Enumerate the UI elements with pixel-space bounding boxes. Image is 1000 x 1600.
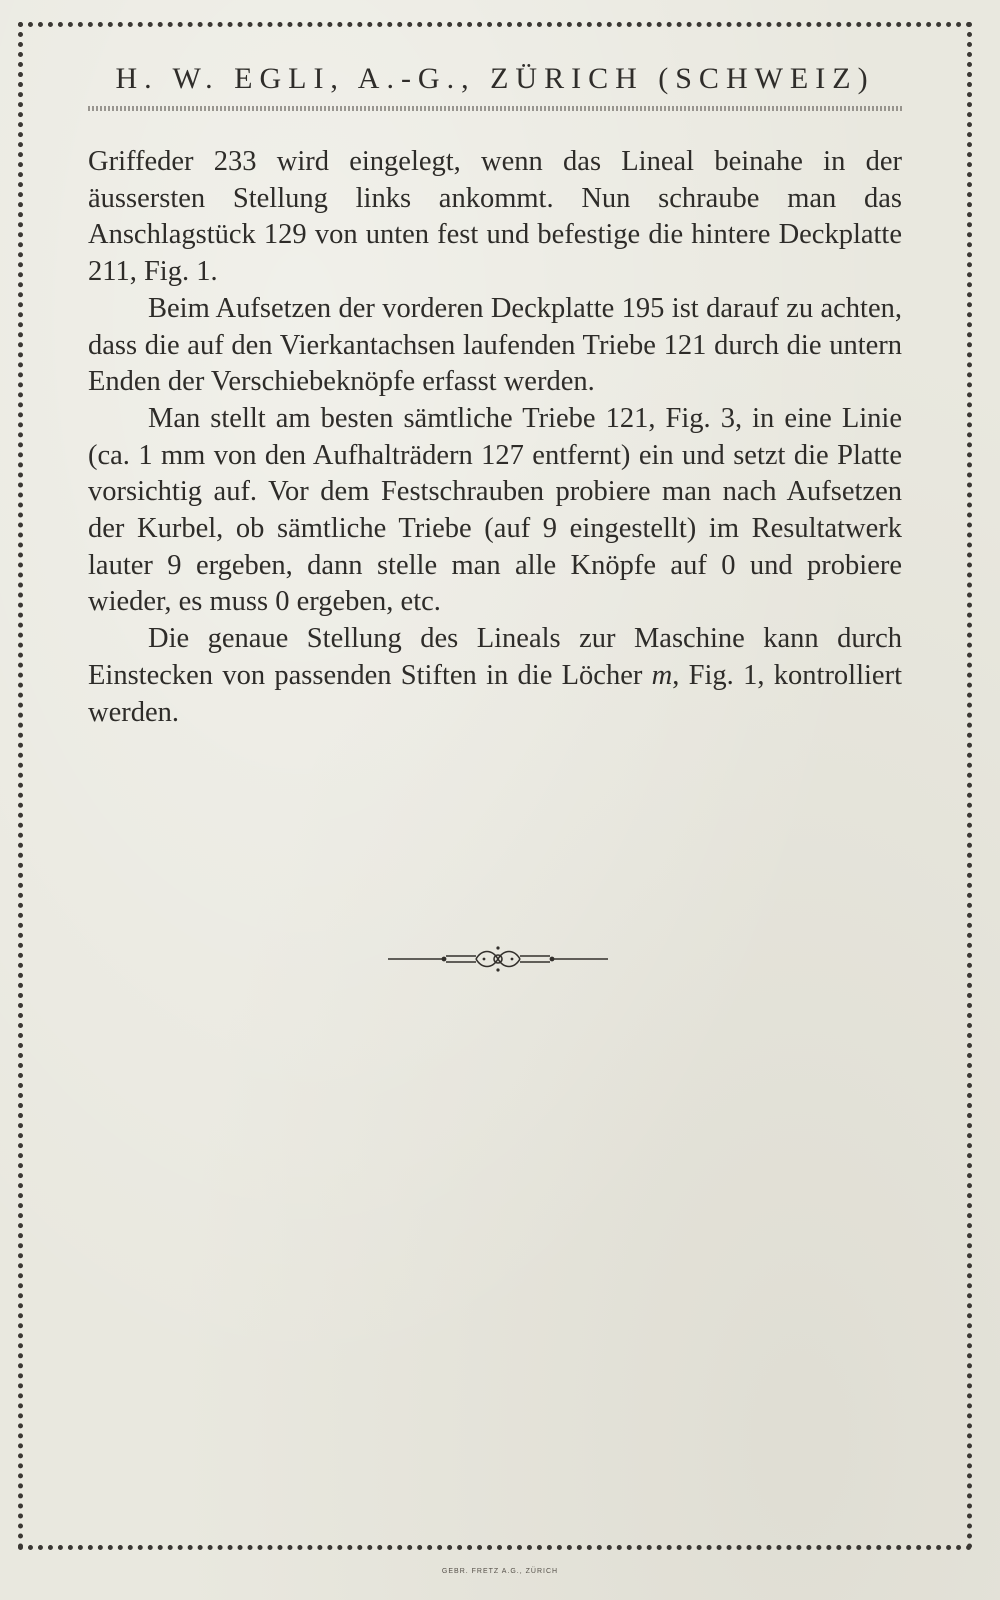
paragraph-4-text-a: Die genaue Stellung des Lineals zur Maschine kann durch Einstecken von passenden Stiften in die Löcher (88, 623, 902, 691)
body-text (88, 144, 902, 731)
header-rule (88, 106, 902, 111)
paragraph-4-text-b: , Fig. 1, kontrolliert werden. (88, 659, 902, 728)
paragraph-3: Man stellt am besten sämtliche Triebe 121, Fig. 3, in eine Linie (ca. 1 mm von den Aufhalträdern 127 entfernt) ein und setzt die Platte vorsichtig auf. Vor dem Festschrauben probiere man nach Aufsetzen der Kurbel, ob sämtliche Triebe (auf 9 eingestellt) im Resultatwerk lauter 9 ergeben, dann stelle man alle Knöpfe auf 0 und probiere wieder, es muss 0 ergeben, etc. (88, 402, 902, 618)
printer-imprint: GEBR. FRETZ A.G., ZÜRICH (441, 1568, 559, 1575)
ornament-divider-icon (388, 944, 608, 974)
page-header: H. W. EGLI, A.-G., ZÜRICH (SCHWEIZ) (115, 62, 875, 95)
paragraph-4-italic: m (651, 659, 673, 691)
paragraph-4 (88, 621, 902, 731)
paragraph-2: Beim Aufsetzen der vorderen Deckplatte 195 ist darauf zu achten, dass die auf den Vierkantachsen laufenden Triebe 121 durch die untern Enden der Verschiebeknöpfe erfasst werden. (88, 292, 902, 398)
paragraph-1: Griffeder 233 wird eingelegt, wenn das Lineal beinahe in der äussersten Stellung links ankommt. Nun schraube man das Anschlagstück 129 von unten fest und befestige die hintere Deckplatte 211, Fig. 1. (88, 146, 902, 288)
